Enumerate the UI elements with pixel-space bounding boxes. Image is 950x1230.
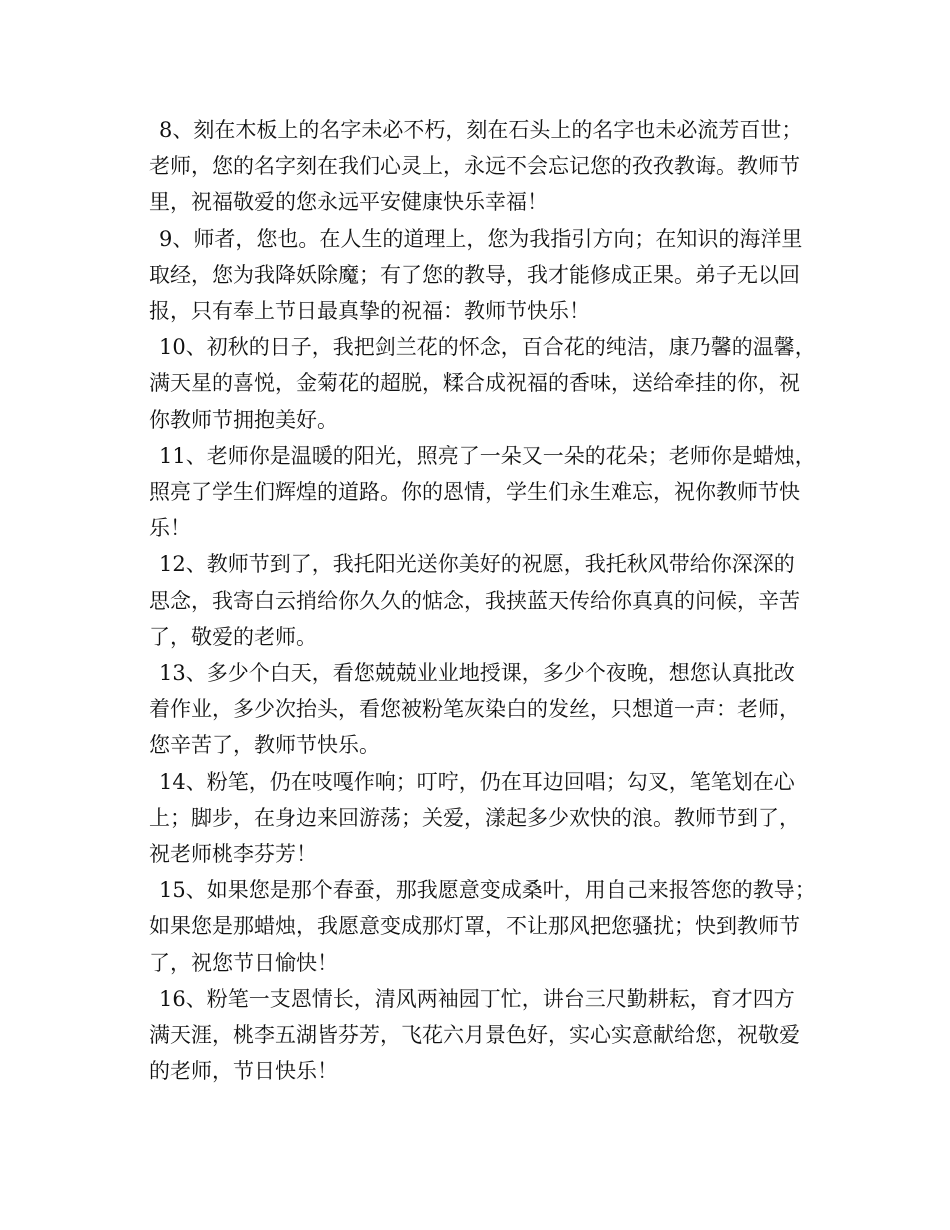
paragraph-15 bbox=[139, 872, 829, 981]
text-line: 祝老师桃李芬芳！ bbox=[149, 842, 317, 867]
paragraph-8 bbox=[139, 112, 829, 221]
text-line: 老师，您的名字刻在我们心灵上，永远不会忘记您的孜孜教诲。教师节 bbox=[149, 154, 800, 179]
text-line: 11、老师你是温暖的阳光，照亮了一朵又一朵的花朵；老师你是蜡烛， bbox=[159, 443, 816, 468]
text-line: 满天星的喜悦，金菊花的超脱，糅合成祝福的香味，送给牵挂的你，祝 bbox=[149, 371, 800, 396]
text-line: 照亮了学生们辉煌的道路。你的恩情，学生们永生难忘，祝你教师节快 bbox=[149, 480, 800, 505]
text-line: 9、师者，您也。在人生的道理上，您为我指引方向；在知识的海洋里 bbox=[159, 226, 803, 251]
text-line: 里，祝福敬爱的您永远平安健康快乐幸福！ bbox=[149, 190, 548, 215]
text-line: 16、粉笔一支恩情长，清风两袖园丁忙，讲台三尺勤耕耘，育才四方 bbox=[159, 986, 795, 1011]
text-line: 着作业，多少次抬头，看您被粉笔灰染白的发丝，只想道一声：老师， bbox=[149, 697, 800, 722]
paragraph-10 bbox=[139, 329, 829, 438]
document-body bbox=[139, 112, 829, 1089]
paragraph-12 bbox=[139, 546, 829, 655]
text-line: 上；脚步，在身边来回游荡；关爱，漾起多少欢快的浪。教师节到了， bbox=[149, 805, 800, 830]
text-line: 13、多少个白天，看您兢兢业业地授课，多少个夜晚，想您认真批改 bbox=[159, 661, 795, 686]
text-line: 8、刻在木板上的名字未必不朽，刻在石头上的名字也未必流芳百世； bbox=[159, 118, 803, 142]
paragraph-11 bbox=[139, 438, 829, 547]
text-line: 14、粉笔，仍在吱嘎作响；叮咛，仍在耳边回唱；勾叉，笔笔划在心 bbox=[159, 769, 795, 794]
text-line: 报，只有奉上节日最真挚的祝福：教师节快乐！ bbox=[149, 299, 590, 324]
paragraph-14 bbox=[139, 764, 829, 873]
paragraph-9 bbox=[139, 221, 829, 330]
text-line: 满天涯，桃李五湖皆芬芳，飞花六月景色好，实心实意献给您，祝敬爱 bbox=[149, 1023, 800, 1048]
text-line: 取经，您为我降妖除魔；有了您的教导，我才能修成正果。弟子无以回 bbox=[149, 262, 800, 287]
paragraph-16 bbox=[139, 981, 829, 1090]
text-line: 如果您是那蜡烛，我愿意变成那灯罩，不让那风把您骚扰；快到教师节 bbox=[149, 914, 800, 939]
text-line: 了，敬爱的老师。 bbox=[149, 624, 317, 649]
text-line: 15、如果您是那个春蚕，那我愿意变成桑叶，用自己来报答您的教导； bbox=[159, 878, 816, 903]
text-line: 10、初秋的日子，我把剑兰花的怀念，百合花的纯洁，康乃馨的温馨， bbox=[159, 335, 816, 360]
text-line: 了，祝您节日愉快！ bbox=[149, 950, 338, 975]
text-line: 你教师节拥抱美好。 bbox=[149, 407, 338, 432]
text-line: 的老师，节日快乐！ bbox=[149, 1059, 338, 1084]
paragraph-13 bbox=[139, 655, 829, 764]
text-line: 乐！ bbox=[149, 516, 191, 541]
text-line: 您辛苦了，教师节快乐。 bbox=[149, 733, 380, 758]
text-line: 思念，我寄白云捎给你久久的惦念，我挟蓝天传给你真真的问候，辛苦 bbox=[149, 588, 800, 613]
text-line: 12、教师节到了，我托阳光送你美好的祝愿，我托秋风带给你深深的 bbox=[159, 552, 795, 577]
